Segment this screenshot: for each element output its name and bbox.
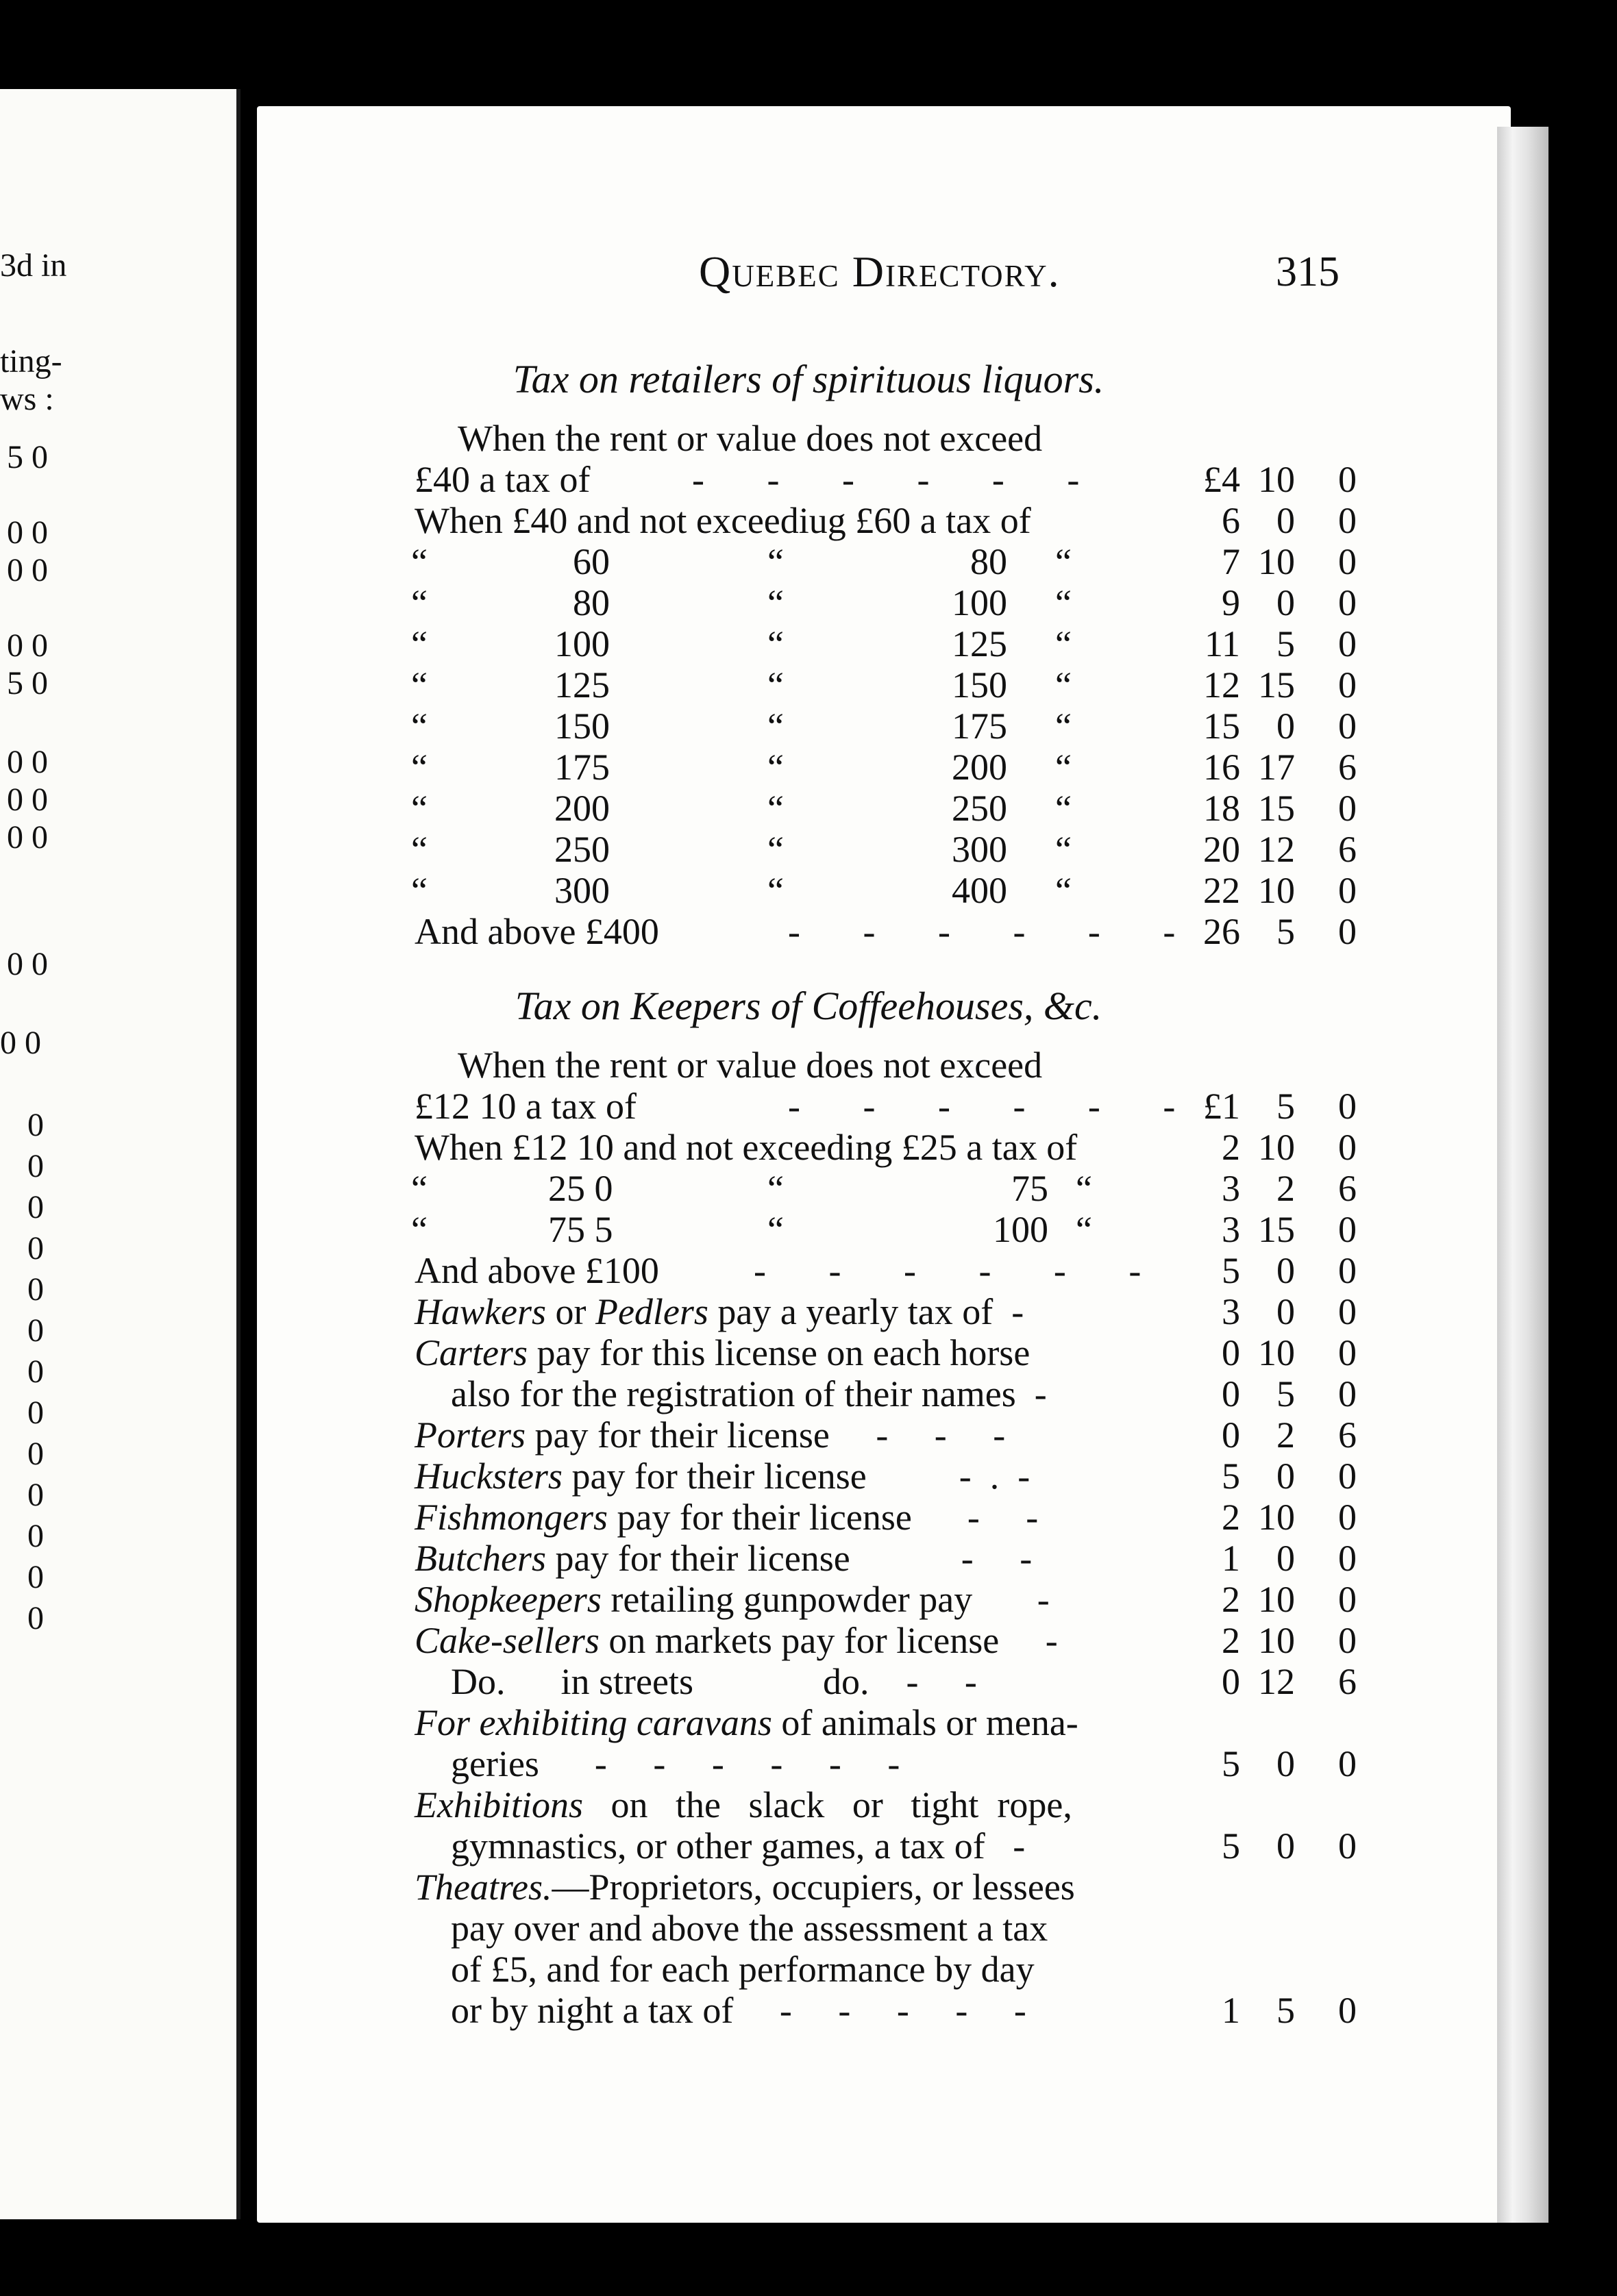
- left-page-fragment: 0 0: [7, 782, 48, 818]
- spirits-row-pence: 0: [1338, 870, 1357, 911]
- table-cell-to: 100: [952, 582, 1007, 623]
- left-page-fragment: 0: [27, 1395, 44, 1431]
- ditto-mark: “: [767, 829, 784, 870]
- spirits-row-pence: 0: [1338, 623, 1357, 664]
- license-term: Pedlers: [595, 1291, 708, 1332]
- license-term: Theatres.: [415, 1867, 552, 1908]
- license-text: retailing gunpowder pay -: [601, 1579, 1050, 1620]
- license-line: [415, 1579, 1050, 1620]
- spirits-row-pounds: 20: [1203, 829, 1240, 870]
- coffee-first-shillings: 5: [1276, 1086, 1295, 1127]
- license-line: [415, 1332, 1030, 1373]
- license-amount-shillings: 0: [1276, 1456, 1295, 1497]
- coffee-row-shillings: 15: [1258, 1209, 1295, 1250]
- license-line: [451, 1373, 1047, 1414]
- ditto-mark: “: [411, 582, 428, 623]
- license-amount-shillings: 5: [1276, 1990, 1295, 2031]
- spirits-first-pence: 0: [1338, 459, 1357, 500]
- license-amount-pence: 0: [1338, 1620, 1357, 1661]
- license-amount-shillings: 0: [1276, 1743, 1295, 1784]
- spirits-row-shillings: 12: [1258, 829, 1295, 870]
- license-line: [415, 1538, 1032, 1579]
- license-amount-pounds: 5: [1222, 1743, 1240, 1784]
- left-page-fragment: 0: [27, 1559, 44, 1595]
- spirits-row-pounds: 22: [1203, 870, 1240, 911]
- coffee-row-pounds: 3: [1222, 1209, 1240, 1250]
- left-page-fragment: 0 0: [0, 1025, 41, 1061]
- license-term: Exhibitions: [415, 1784, 583, 1825]
- spirits-row-shillings: 0: [1276, 706, 1295, 747]
- license-amount-pounds: 0: [1222, 1373, 1240, 1414]
- ditto-mark: “: [1055, 623, 1072, 664]
- table-cell-from: 300: [554, 870, 610, 911]
- spirits-row-pence: 0: [1338, 706, 1357, 747]
- spirits-last-label: And above £400: [415, 911, 659, 952]
- ditto-mark: “: [411, 706, 428, 747]
- spirits-first-shillings: 10: [1258, 459, 1295, 500]
- ditto-mark: “: [767, 664, 784, 706]
- spirits-last-pounds: 26: [1203, 911, 1240, 952]
- left-page-fragment: 0 0: [7, 946, 48, 982]
- section-title-spirits: Tax on retailers of spirituous liquors.: [513, 357, 1104, 401]
- license-term: Hucksters: [415, 1456, 563, 1497]
- ditto-mark: “: [411, 1168, 428, 1209]
- spirits-row-pence: 0: [1338, 582, 1357, 623]
- left-page-fragment: 5 0: [7, 665, 48, 701]
- left-page-fragment: 0: [27, 1312, 44, 1349]
- spirits-row-shillings: 10: [1258, 541, 1295, 582]
- coffee-last-pence: 0: [1338, 1250, 1357, 1291]
- license-amount-shillings: 12: [1258, 1661, 1295, 1702]
- coffee-last-shillings: 0: [1276, 1250, 1295, 1291]
- table-cell-from: 75 5: [548, 1209, 613, 1250]
- license-amount-pounds: 0: [1222, 1414, 1240, 1456]
- license-amount-shillings: 10: [1258, 1620, 1295, 1661]
- license-amount-pounds: 2: [1222, 1620, 1240, 1661]
- spirits-row-pence: 0: [1338, 541, 1357, 582]
- left-page-fragment: 0 0: [7, 744, 48, 780]
- license-amount-shillings: 5: [1276, 1373, 1295, 1414]
- license-amount-pounds: 2: [1222, 1497, 1240, 1538]
- spirits-row-shillings: 0: [1276, 582, 1295, 623]
- ditto-mark: “: [1055, 788, 1072, 829]
- license-amount-pounds: 1: [1222, 1538, 1240, 1579]
- left-page-fragment: 5 0: [7, 439, 48, 475]
- license-amount-pounds: 0: [1222, 1661, 1240, 1702]
- ditto-mark: “: [411, 788, 428, 829]
- left-page-fragment: 0: [27, 1230, 44, 1266]
- license-amount-pence: 0: [1338, 1990, 1357, 2031]
- license-amount-shillings: 0: [1276, 1538, 1295, 1579]
- ditto-mark: “: [1055, 829, 1072, 870]
- license-text: on markets pay for license -: [599, 1620, 1058, 1661]
- left-page-fragment: ting-: [0, 343, 62, 379]
- license-text: geries - - - - - -: [451, 1743, 900, 1784]
- spirits-row-shillings: 10: [1258, 870, 1295, 911]
- left-page-fragment: 0 0: [7, 514, 48, 551]
- license-amount-pounds: 0: [1222, 1332, 1240, 1373]
- spirits-second-shillings: 0: [1276, 500, 1295, 541]
- license-text: —Proprietors, occupiers, or lessees: [552, 1867, 1075, 1908]
- coffee-first-label: £12 10 a tax of: [415, 1086, 637, 1127]
- license-amount-pence: 0: [1338, 1373, 1357, 1414]
- license-text: also for the registration of their names -: [451, 1373, 1047, 1414]
- license-text: pay for their license - . -: [562, 1456, 1030, 1497]
- ditto-mark: “: [1055, 664, 1072, 706]
- spirits-intro: When the rent or value does not exceed: [458, 418, 1043, 459]
- coffee-intro: When the rent or value does not exceed: [458, 1045, 1043, 1086]
- left-page-fragment: 0: [27, 1189, 44, 1225]
- license-amount-pence: 0: [1338, 1538, 1357, 1579]
- license-amount-shillings: 10: [1258, 1579, 1295, 1620]
- left-page-fragment: ws :: [0, 381, 54, 417]
- license-amount-pounds: 2: [1222, 1579, 1240, 1620]
- table-cell-to: 80: [970, 541, 1007, 582]
- license-line: [451, 1743, 900, 1784]
- license-line: [415, 1414, 1005, 1456]
- spirits-row-pence: 0: [1338, 788, 1357, 829]
- license-text: or by night a tax of - - - - -: [451, 1990, 1026, 2031]
- section-title-coffee: Tax on Keepers of Coffeehouses, &c.: [515, 984, 1102, 1028]
- table-cell-from: 25 0: [548, 1168, 613, 1209]
- license-line: [451, 1825, 1025, 1867]
- license-line: [415, 1702, 1078, 1743]
- license-line: [451, 1949, 1035, 1990]
- table-cell-from: 250: [554, 829, 610, 870]
- ditto-mark: “: [1076, 1168, 1092, 1209]
- table-cell-from: 60: [573, 541, 610, 582]
- license-term: Fishmongers: [415, 1497, 608, 1538]
- ditto-mark: “: [411, 870, 428, 911]
- license-amount-pounds: 1: [1222, 1990, 1240, 2031]
- license-text: of £5, and for each performance by day: [451, 1949, 1035, 1990]
- license-amount-pence: 0: [1338, 1456, 1357, 1497]
- spirits-last-shillings: 5: [1276, 911, 1295, 952]
- left-page-fragment: 0 0: [7, 552, 48, 588]
- left-page-fragment: 0 0: [7, 819, 48, 856]
- left-page-fragment: 0: [27, 1477, 44, 1513]
- table-cell-to: 175: [952, 706, 1007, 747]
- spirits-first-label: £40 a tax of: [415, 459, 591, 500]
- table-cell-to: 200: [952, 747, 1007, 788]
- left-page-fragment: 0: [27, 1518, 44, 1554]
- table-cell-to: 100: [993, 1209, 1048, 1250]
- ditto-mark: “: [1055, 870, 1072, 911]
- license-line: [415, 1784, 1072, 1825]
- ditto-mark: “: [767, 541, 784, 582]
- license-amount-shillings: 10: [1258, 1332, 1295, 1373]
- table-cell-to: 250: [952, 788, 1007, 829]
- ditto-mark: “: [411, 541, 428, 582]
- ditto-mark: “: [411, 829, 428, 870]
- ditto-mark: “: [1055, 747, 1072, 788]
- license-amount-shillings: 10: [1258, 1497, 1295, 1538]
- license-term: Carters: [415, 1332, 528, 1373]
- license-amount-pence: 0: [1338, 1332, 1357, 1373]
- ditto-mark: “: [411, 747, 428, 788]
- left-page-fragment: 3d in: [0, 247, 67, 284]
- license-amount-pence: 6: [1338, 1661, 1357, 1702]
- spirits-row-shillings: 15: [1258, 664, 1295, 706]
- license-term: Cake-sellers: [415, 1620, 600, 1661]
- ditto-mark: “: [767, 623, 784, 664]
- license-term: Hawkers: [415, 1291, 546, 1332]
- left-page-fragment: 0: [27, 1148, 44, 1184]
- license-line: [451, 1990, 1026, 2031]
- license-amount-shillings: 0: [1276, 1825, 1295, 1867]
- spirits-second-pence: 0: [1338, 500, 1357, 541]
- page-number: 315: [1276, 249, 1340, 295]
- table-cell-from: 100: [554, 623, 610, 664]
- license-line: [415, 1497, 1038, 1538]
- spirits-row-pounds: 12: [1203, 664, 1240, 706]
- table-cell-to: 300: [952, 829, 1007, 870]
- license-text: or: [545, 1291, 595, 1332]
- license-text: pay over and above the assessment a tax: [451, 1908, 1048, 1949]
- license-amount-pence: 0: [1338, 1825, 1357, 1867]
- leader-dots: - - - - - -: [788, 1086, 1178, 1127]
- license-amount-shillings: 0: [1276, 1291, 1295, 1332]
- coffee-last-pounds: 5: [1222, 1250, 1240, 1291]
- coffee-first-pounds: £1: [1203, 1086, 1240, 1127]
- spirits-row-pounds: 18: [1203, 788, 1240, 829]
- coffee-row-pounds: 3: [1222, 1168, 1240, 1209]
- table-cell-to: 125: [952, 623, 1007, 664]
- coffee-second-pence: 0: [1338, 1127, 1357, 1168]
- license-text: Do. in streets do. - -: [451, 1661, 977, 1702]
- ditto-mark: “: [411, 623, 428, 664]
- ditto-mark: “: [411, 664, 428, 706]
- license-line: [415, 1620, 1058, 1661]
- leader-dots: - - - - - -: [754, 1250, 1144, 1291]
- table-cell-from: 125: [554, 664, 610, 706]
- left-page-fragment: 0: [27, 1107, 44, 1143]
- left-page-fragment: 0: [27, 1353, 44, 1390]
- table-cell-to: 75: [1011, 1168, 1048, 1209]
- license-text: pay a yearly tax of -: [708, 1291, 1024, 1332]
- table-cell-to: 150: [952, 664, 1007, 706]
- spirits-row-shillings: 17: [1258, 747, 1295, 788]
- ditto-mark: “: [1055, 582, 1072, 623]
- table-cell-from: 200: [554, 788, 610, 829]
- spirits-row-pounds: 9: [1222, 582, 1240, 623]
- spirits-row-pence: 6: [1338, 829, 1357, 870]
- spirits-row-pence: 0: [1338, 664, 1357, 706]
- ditto-mark: “: [767, 788, 784, 829]
- ditto-mark: “: [767, 747, 784, 788]
- table-cell-from: 175: [554, 747, 610, 788]
- ditto-mark: “: [1055, 541, 1072, 582]
- table-cell-from: 80: [573, 582, 610, 623]
- spirits-row-pounds: 11: [1205, 623, 1240, 664]
- license-line: [415, 1456, 1030, 1497]
- license-term: Butchers: [415, 1538, 546, 1579]
- license-amount-pence: 0: [1338, 1291, 1357, 1332]
- left-page-fragment: 0: [27, 1436, 44, 1472]
- license-line: [415, 1291, 1024, 1332]
- spirits-row-pounds: 15: [1203, 706, 1240, 747]
- license-amount-pence: 0: [1338, 1743, 1357, 1784]
- left-page-fragment: 0: [27, 1271, 44, 1308]
- license-amount-pounds: 5: [1222, 1825, 1240, 1867]
- table-cell-to: 400: [952, 870, 1007, 911]
- license-amount-pounds: 3: [1222, 1291, 1240, 1332]
- spirits-first-pounds: £4: [1203, 459, 1240, 500]
- license-text: pay for their license - -: [545, 1538, 1033, 1579]
- table-cell-from: 150: [554, 706, 610, 747]
- ditto-mark: “: [767, 1168, 784, 1209]
- license-amount-pence: 0: [1338, 1579, 1357, 1620]
- coffee-last-label: And above £100: [415, 1250, 659, 1291]
- previous-page: [0, 89, 240, 2219]
- spirits-row-shillings: 15: [1258, 788, 1295, 829]
- license-text: pay for their license - -: [608, 1497, 1039, 1538]
- spirits-row-shillings: 5: [1276, 623, 1295, 664]
- license-text: pay for this license on each horse: [528, 1332, 1030, 1373]
- license-term: Shopkeepers: [415, 1579, 602, 1620]
- license-line: [451, 1661, 977, 1702]
- license-text: pay for their license - - -: [526, 1414, 1006, 1456]
- leader-dots: - - - - - -: [692, 459, 1083, 500]
- ditto-mark: “: [767, 706, 784, 747]
- coffee-first-pence: 0: [1338, 1086, 1357, 1127]
- coffee-row-shillings: 2: [1276, 1168, 1295, 1209]
- license-amount-shillings: 2: [1276, 1414, 1295, 1456]
- page-edge: [1497, 127, 1548, 2223]
- ditto-mark: “: [1055, 706, 1072, 747]
- license-line: [451, 1908, 1048, 1949]
- ditto-mark: “: [1076, 1209, 1092, 1250]
- license-amount-pence: 0: [1338, 1497, 1357, 1538]
- coffee-second-label: When £12 10 and not exceeding £25 a tax of: [415, 1127, 1078, 1168]
- license-amount-pounds: 5: [1222, 1456, 1240, 1497]
- license-term: Porters: [415, 1414, 526, 1456]
- license-text: of animals or mena-: [772, 1702, 1078, 1743]
- coffee-second-shillings: 10: [1258, 1127, 1295, 1168]
- ditto-mark: “: [767, 870, 784, 911]
- coffee-row-pence: 0: [1338, 1209, 1357, 1250]
- coffee-second-pounds: 2: [1222, 1127, 1240, 1168]
- spirits-second-pounds: 6: [1222, 500, 1240, 541]
- license-term: For exhibiting caravans: [415, 1702, 772, 1743]
- license-amount-pence: 6: [1338, 1414, 1357, 1456]
- running-header: Quebec Directory.: [699, 247, 1061, 296]
- ditto-mark: “: [411, 1209, 428, 1250]
- spirits-row-pence: 6: [1338, 747, 1357, 788]
- coffee-row-pence: 6: [1338, 1168, 1357, 1209]
- left-page-fragment: 0 0: [7, 627, 48, 664]
- ditto-mark: “: [767, 582, 784, 623]
- spirits-second-label: When £40 and not exceediug £60 a tax of: [415, 500, 1031, 541]
- spirits-row-pounds: 16: [1203, 747, 1240, 788]
- spirits-row-pounds: 7: [1222, 541, 1240, 582]
- ditto-mark: “: [767, 1209, 784, 1250]
- license-line: [415, 1867, 1075, 1908]
- spirits-last-pence: 0: [1338, 911, 1357, 952]
- leader-dots: - - - - - -: [788, 911, 1178, 952]
- license-text: gymnastics, or other games, a tax of -: [451, 1825, 1026, 1867]
- license-text: on the slack or tight rope,: [582, 1784, 1072, 1825]
- left-page-fragment: 0: [27, 1600, 44, 1636]
